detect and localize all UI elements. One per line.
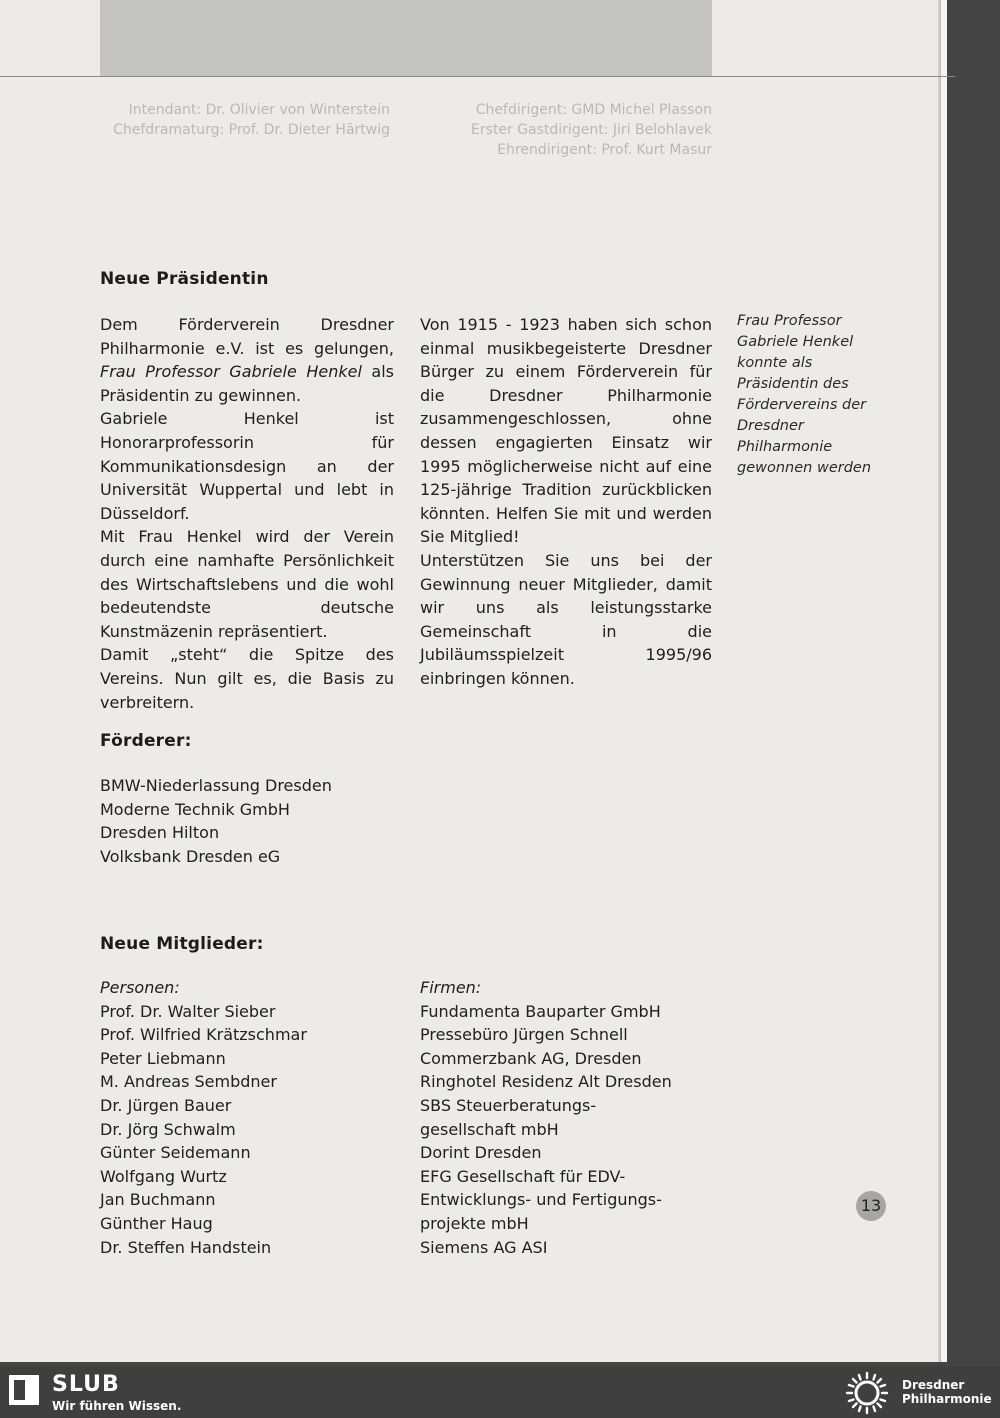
list-item: Siemens AG ASI xyxy=(420,1237,548,1257)
paragraph: Damit „steht“ die Spitze des Vereins. Nun gilt es, die Basis zu verbreitern. xyxy=(100,645,394,712)
page-number-badge: 13 xyxy=(856,1191,886,1221)
list-item: Prof. Wilfried Krätzschmar xyxy=(100,1025,307,1045)
president-column-2 xyxy=(420,313,712,691)
company-list xyxy=(420,976,720,1259)
list-item: Volksbank Dresden eG xyxy=(100,846,281,866)
list-subheading: Personen: xyxy=(100,978,180,997)
text: als Präsidentin zu gewinnen. xyxy=(100,362,394,405)
paragraph: Von 1915 - 1923 haben sich schon einmal musikbegeisterte Dresdner Bürger zu einem Förderverein für die Dresdner Philharmonie zusammengeschlossen, ohne dessen engagierten Einsatz wir 1995 möglicherweise nicht auf eine 125-jährige Tradition zurückblicken könnten. Helfen Sie mit und werden Sie Mitglied! xyxy=(420,315,712,547)
section-heading-sponsors: Förderer: xyxy=(100,731,192,751)
list-item: Fundamenta Bauparter GmbH xyxy=(420,1001,661,1021)
top-bleed-strip xyxy=(100,0,712,76)
list-item: Ringhotel Residenz Alt Dresden xyxy=(420,1072,672,1092)
top-rule xyxy=(0,76,955,77)
list-item: projekte mbH xyxy=(420,1213,529,1233)
paragraph: Unterstützen Sie uns bei der Gewinnung neuer Mitglieder, damit wir uns als leistungsstarke Gemeinschaft in die Jubiläumsspielzeit 1995/96 einbringen können. xyxy=(420,550,712,688)
page-edge xyxy=(940,0,947,1362)
slub-tagline: Wir führen Wissen. xyxy=(52,1399,182,1413)
list-item: Moderne Technik GmbH xyxy=(100,799,290,819)
list-item: Dr. Jürgen Bauer xyxy=(100,1095,232,1115)
list-item: Dr. Jörg Schwalm xyxy=(100,1119,236,1139)
section-heading-president: Neue Präsidentin xyxy=(100,269,269,289)
person-list xyxy=(100,976,400,1259)
philharmonie-logo-icon xyxy=(842,1370,892,1416)
president-column-1 xyxy=(100,313,394,714)
list-item: BMW-Niederlassung Dresden xyxy=(100,776,332,795)
sponsor-list xyxy=(100,774,400,868)
photo-caption: Frau Professor Gabriele Henkel konnte als Präsidentin des Fördervereins der Dresdner Philharmonie gewonnen werden xyxy=(737,313,872,476)
list-item: Jan Buchmann xyxy=(100,1190,216,1210)
ghost-header-left xyxy=(420,100,712,160)
list-item: Dr. Steffen Handstein xyxy=(100,1237,272,1257)
ghost-line: Chefdramaturg: Prof. Dr. Dieter Härtwig xyxy=(113,122,390,138)
list-item: Peter Liebmann xyxy=(100,1048,226,1068)
list-item: Pressebüro Jürgen Schnell xyxy=(420,1025,628,1045)
ghost-header-right xyxy=(100,100,390,140)
section-heading-members: Neue Mitglieder: xyxy=(100,934,264,954)
list-item: gesellschaft mbH xyxy=(420,1119,559,1139)
name-italic: Frau Professor Gabriele Henkel xyxy=(100,362,362,382)
list-item: SBS Steuerberatungs- xyxy=(420,1095,597,1115)
list-item: Prof. Dr. Walter Sieber xyxy=(100,1001,276,1021)
list-item: Dresden Hilton xyxy=(100,823,220,843)
footer-bar xyxy=(0,1366,1000,1418)
ghost-line: Ehrendirigent: Prof. Kurt Masur xyxy=(497,142,712,158)
list-item: EFG Gesellschaft für EDV- xyxy=(420,1166,626,1186)
philharmonie-wordmark xyxy=(902,1378,992,1406)
ghost-line: Intendant: Dr. Olivier von Winterstein xyxy=(128,102,390,118)
list-item: Günter Seidemann xyxy=(100,1143,251,1163)
paragraph: Gabriele Henkel ist Honorarprofessorin für Kommunikationsdesign an der Universität Wuppertal und lebt in Düsseldorf. xyxy=(100,409,394,523)
list-item: M. Andreas Sembdner xyxy=(100,1072,277,1092)
list-item: Commerzbank AG, Dresden xyxy=(420,1048,642,1068)
list-subheading: Firmen: xyxy=(420,978,482,997)
ghost-line: Chefdirigent: GMD Michel Plasson xyxy=(475,102,712,118)
wordmark-line: Philharmonie xyxy=(902,1392,992,1406)
slub-name: SLUB xyxy=(52,1372,120,1397)
list-item: Dorint Dresden xyxy=(420,1143,542,1163)
list-item: Wolfgang Wurtz xyxy=(100,1166,227,1186)
paragraph xyxy=(100,313,394,407)
list-item: Günther Haug xyxy=(100,1213,213,1233)
slub-logo-icon xyxy=(9,1375,39,1405)
paragraph: Mit Frau Henkel wird der Verein durch eine namhafte Persönlichkeit des Wirtschaftslebens und die wohl bedeutendste deutsche Kunstmäzenin repräsentiert. xyxy=(100,527,394,641)
text: Dem Förderverein Dresdner Philharmonie e.V. ist es gelungen, xyxy=(100,315,394,358)
list-item: Entwicklungs- und Fertigungs- xyxy=(420,1190,662,1210)
wordmark-line: Dresdner xyxy=(902,1378,965,1392)
ghost-line: Erster Gastdirigent: Jiri Belohlavek xyxy=(470,122,712,138)
